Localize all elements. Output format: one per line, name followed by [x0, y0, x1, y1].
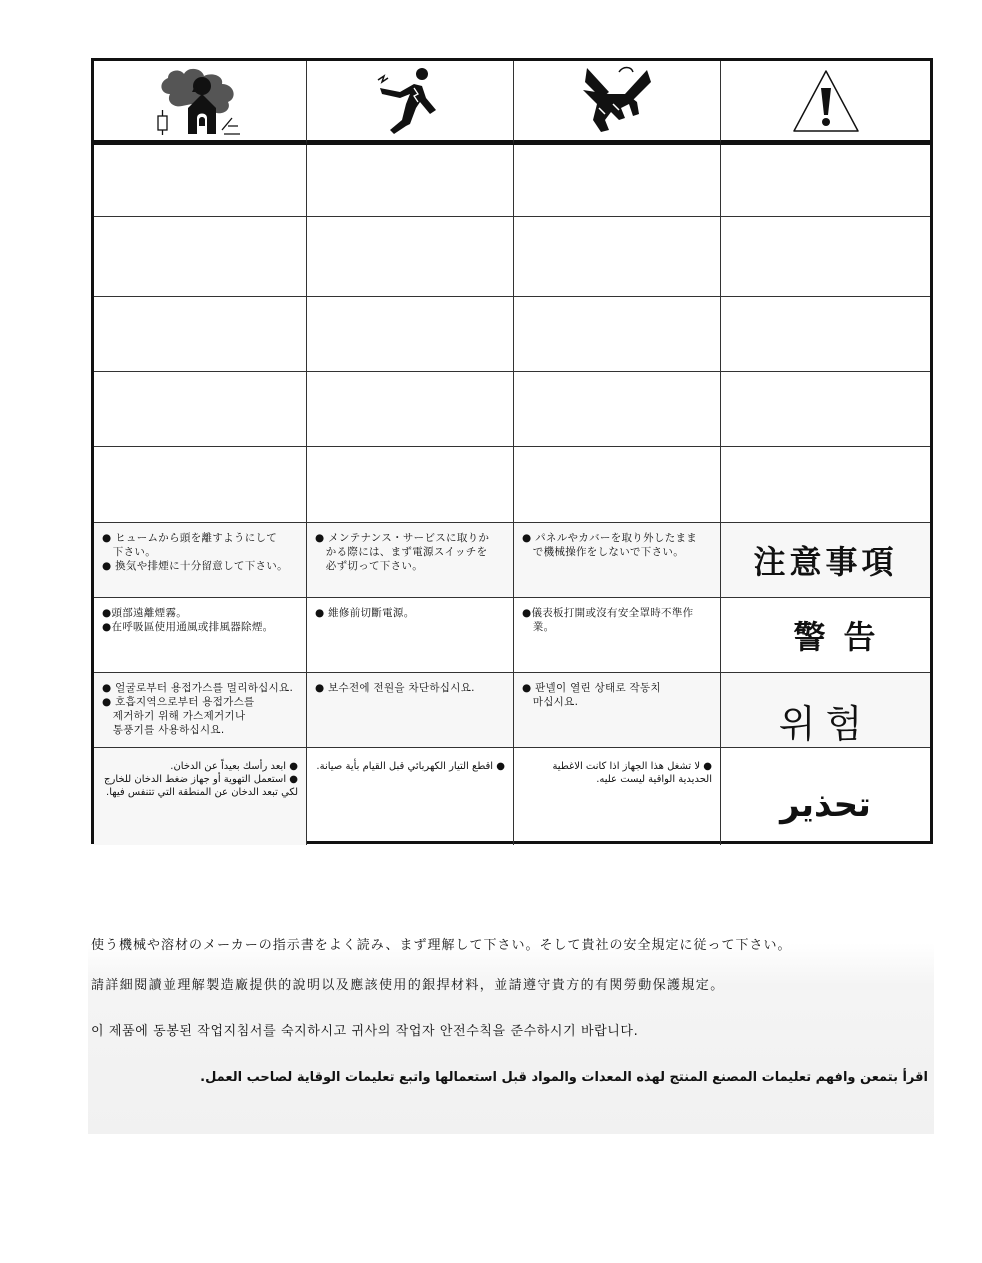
warning-text-ko-shock: ● 보수전에 전원을 차단하십시요.: [307, 673, 514, 748]
safety-warning-table: [91, 58, 933, 844]
warning-word-ar: تحذير: [780, 784, 871, 825]
blank-cell: [514, 372, 721, 447]
warning-text-ja-fumes: ● ヒュームから頭を離すようにして 下さい。 ● 換気や排煙に十分留意して下さい。: [94, 523, 307, 598]
instruction-notes: [88, 922, 934, 1134]
blank-cell: [721, 145, 930, 217]
warning-text-ar-shock: ● اقطع التيار الكهربائي قبل القيام بأية صيانة.: [307, 748, 514, 845]
blank-cell: [307, 447, 514, 523]
blank-cell: [94, 447, 307, 523]
blank-cell: [307, 145, 514, 217]
header-fumes: [94, 61, 307, 145]
warning-text-ar-moving: ● لا تشغل هذا الجهاز اذا كانت الاغطية الحديدية الواقية ليست عليه.: [514, 748, 721, 845]
blank-cell: [307, 372, 514, 447]
warning-text-ja-moving: ● パネルやカバーを取り外したまま で機械操作をしないで下さい。: [514, 523, 721, 598]
note-ar: اقرأ بتمعن وافهم تعليمات المصنع المنتج لهذه المعدات والمواد قبل استعمالها واتبع تعليمات الوقاية لصاحب العمل.: [200, 1070, 928, 1085]
blank-cell: [721, 217, 930, 297]
blank-cell: [94, 372, 307, 447]
header-shock: [307, 61, 514, 145]
blank-cell: [514, 447, 721, 523]
warning-text-ar-fumes: ● ابعد رأسك بعيداً عن الدخان. ● استعمل التهوية أو جهاز ضغط الدخان للخارج لكي تبعد الدخان عن المنطقة التي تتنفس فيها.: [94, 748, 307, 845]
blank-cell: [721, 297, 930, 372]
blank-cell: [94, 145, 307, 217]
warning-text-zh-fumes: ●頭部遠離煙霧。 ●在呼吸區使用通風或排風器除煙。: [94, 598, 307, 673]
warning-word-zh: 警告: [721, 598, 930, 673]
header-warning: [721, 61, 930, 145]
warning-text-zh-moving: ●儀表板打開或沒有安全罩時不準作 業。: [514, 598, 721, 673]
warning-text-ko-moving: ● 판넬이 열린 상태로 작동치 마십시요.: [514, 673, 721, 748]
note-zh: 請詳細閱讀並理解製造廠提供的說明以及應該使用的銀捍材料，並請遵守貴方的有関勞動保護規定。: [91, 978, 725, 993]
blank-cell: [94, 297, 307, 372]
warning-triangle-icon: [791, 68, 861, 134]
warning-text-ja-shock: ● メンテナンス・サービスに取りか かる際には、まず電源スイッチを 必ず切って下さい。: [307, 523, 514, 598]
header-moving-parts: [514, 61, 721, 145]
electric-shock-icon: [370, 64, 450, 138]
blank-cell: [307, 217, 514, 297]
warning-text-ko-fumes: ● 얼굴로부터 용접가스를 멀리하십시요. ● 호흡지역으로부터 용접가스를 제거하기 위해 가스제거기나 통풍기를 사용하십시요.: [94, 673, 307, 748]
warning-word-ko: 위험: [721, 673, 930, 748]
blank-cell: [514, 145, 721, 217]
warning-word-ja: 注意事項: [721, 523, 930, 598]
blank-cell: [307, 297, 514, 372]
moving-parts-hazard-icon: [579, 64, 655, 138]
note-ko: 이 제품에 동봉된 작업지침서를 숙지하시고 귀사의 작업자 안전수칙을 준수하시기 바랍니다.: [91, 1024, 639, 1039]
blank-cell: [721, 372, 930, 447]
fumes-hazard-icon: [152, 64, 248, 138]
blank-cell: [514, 217, 721, 297]
note-ja: 使う機械や溶材のメーカーの指示書をよく読み、まず理解して下さい。そして貴社の安全規定に従って下さい。: [91, 938, 792, 953]
warning-text-zh-shock: ● 維修前切斷電源。: [307, 598, 514, 673]
blank-cell: [514, 297, 721, 372]
blank-cell: [721, 447, 930, 523]
blank-cell: [94, 217, 307, 297]
